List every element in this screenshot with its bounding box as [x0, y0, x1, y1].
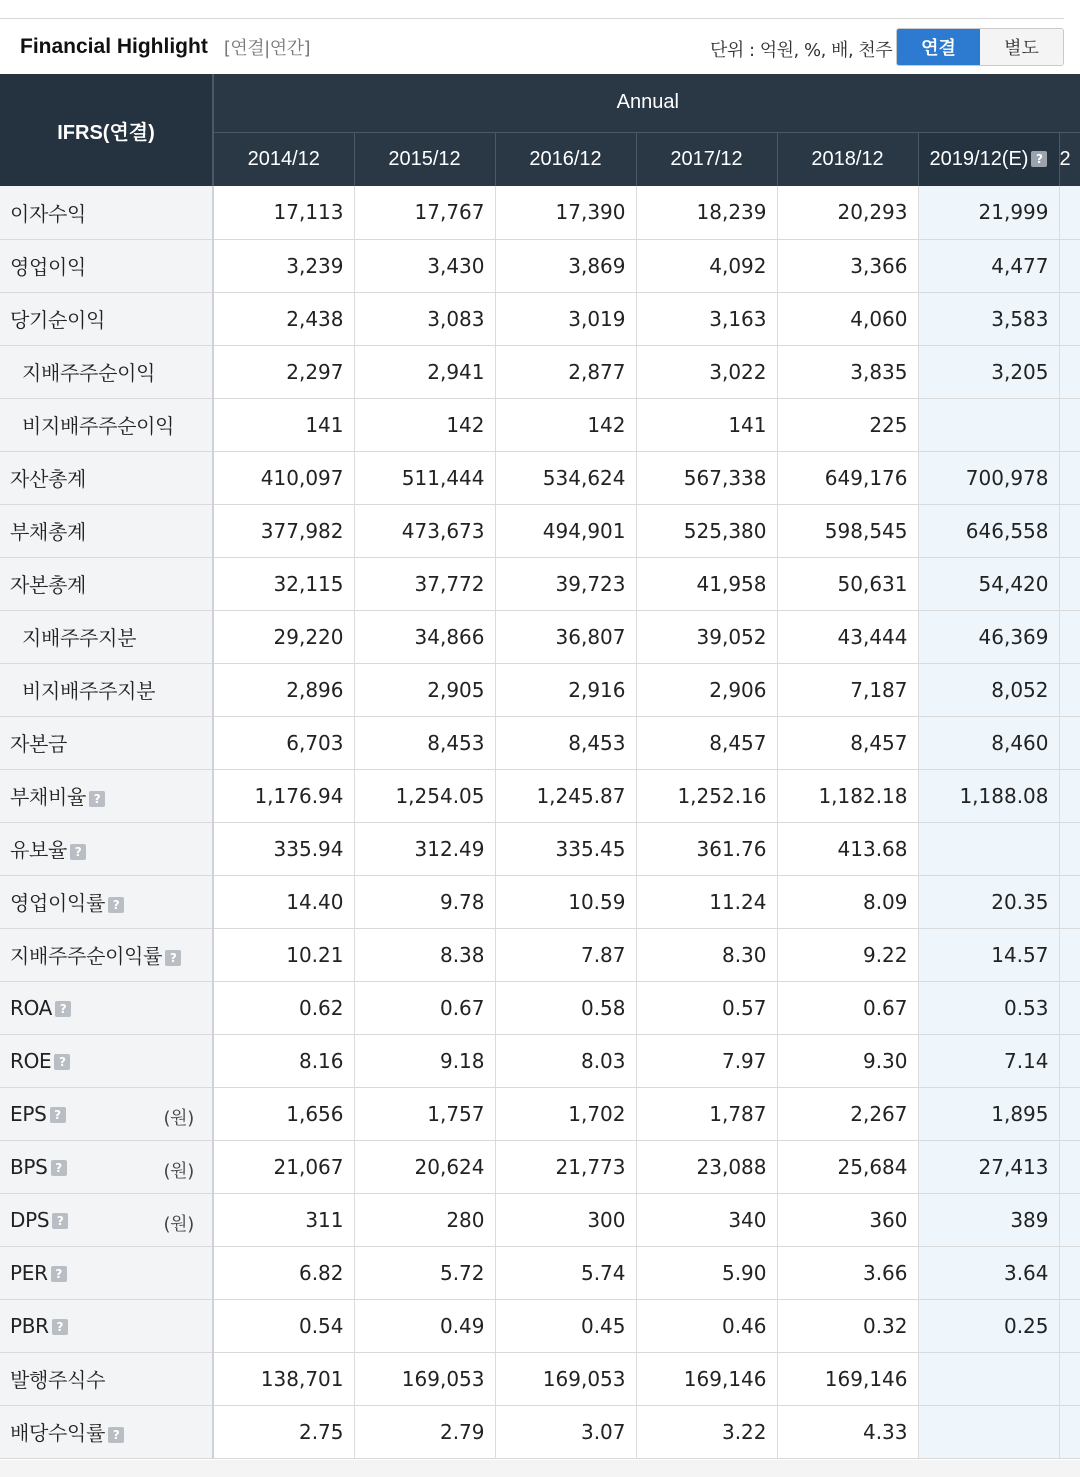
value-cell: 3,239 — [213, 239, 354, 292]
value-cell: 2,905 — [354, 663, 495, 716]
value-cell: 1,182.18 — [777, 769, 918, 822]
value-cell: 3,019 — [495, 292, 636, 345]
help-icon[interactable]: ? — [108, 897, 124, 913]
help-icon[interactable]: ? — [89, 791, 105, 807]
value-cell: 7.97 — [636, 1034, 777, 1087]
value-cell: 646,558 — [918, 504, 1059, 557]
value-cell: 7.87 — [495, 928, 636, 981]
row-label-cell — [0, 1405, 213, 1458]
row-label: 지배주주순이익률 — [10, 944, 163, 968]
value-cell: 0.57 — [636, 981, 777, 1034]
value-cell: 1,895 — [918, 1087, 1059, 1140]
row-label-cell — [0, 1352, 213, 1405]
value-cell: 1,188.08 — [918, 769, 1059, 822]
value-cell: 389 — [918, 1193, 1059, 1246]
value-cell: 0.46 — [636, 1299, 777, 1352]
row-label-cell — [0, 769, 213, 822]
table-row — [0, 451, 1080, 504]
partial-cell — [1059, 663, 1080, 716]
value-cell: 1,656 — [213, 1087, 354, 1140]
value-cell: 17,390 — [495, 186, 636, 239]
partial-cell — [1059, 1405, 1080, 1458]
table-row — [0, 875, 1080, 928]
value-cell: 361.76 — [636, 822, 777, 875]
help-icon[interactable]: ? — [50, 1107, 66, 1123]
value-cell: 0.67 — [777, 981, 918, 1034]
value-cell: 0.62 — [213, 981, 354, 1034]
value-cell: 0.58 — [495, 981, 636, 1034]
value-cell: 17,767 — [354, 186, 495, 239]
value-cell: 2,896 — [213, 663, 354, 716]
row-label: 자본총계 — [10, 573, 87, 597]
value-cell: 525,380 — [636, 504, 777, 557]
column-header-2017/12: 2017/12 — [636, 132, 777, 186]
value-cell: 0.45 — [495, 1299, 636, 1352]
value-cell: 2,916 — [495, 663, 636, 716]
value-cell: 138,701 — [213, 1352, 354, 1405]
value-cell: 1,702 — [495, 1087, 636, 1140]
value-cell: 8.30 — [636, 928, 777, 981]
value-cell: 511,444 — [354, 451, 495, 504]
partial-cell — [1059, 981, 1080, 1034]
row-label-cell — [0, 822, 213, 875]
partial-cell — [1059, 1087, 1080, 1140]
value-cell: 494,901 — [495, 504, 636, 557]
value-cell: 0.32 — [777, 1299, 918, 1352]
table-row — [0, 1352, 1080, 1405]
consolidation-toggle — [896, 28, 1064, 66]
row-label: 영업이익 — [10, 255, 87, 279]
row-label: EPS — [10, 1101, 47, 1126]
value-cell: 473,673 — [354, 504, 495, 557]
value-cell: 8,457 — [777, 716, 918, 769]
partial-cell — [1059, 1299, 1080, 1352]
value-cell: 21,067 — [213, 1140, 354, 1193]
value-cell: 141 — [213, 398, 354, 451]
corner-header: IFRS(연결) — [0, 74, 213, 186]
value-cell: 340 — [636, 1193, 777, 1246]
row-label: 발행주식수 — [10, 1368, 106, 1392]
row-label: 부채총계 — [10, 520, 87, 544]
row-label-cell — [0, 557, 213, 610]
help-icon[interactable]: ? — [1031, 151, 1047, 167]
table-row — [0, 557, 1080, 610]
value-cell: 5.72 — [354, 1246, 495, 1299]
row-label-cell — [0, 663, 213, 716]
value-cell: 3.66 — [777, 1246, 918, 1299]
value-cell: 39,723 — [495, 557, 636, 610]
value-cell: 2,906 — [636, 663, 777, 716]
row-label-cell — [0, 345, 213, 398]
table-row — [0, 981, 1080, 1034]
value-cell: 0.54 — [213, 1299, 354, 1352]
value-cell: 29,220 — [213, 610, 354, 663]
help-icon[interactable]: ? — [108, 1427, 124, 1443]
row-label-cell — [0, 981, 213, 1034]
table-row — [0, 1034, 1080, 1087]
table-row — [0, 345, 1080, 398]
value-cell: 1,252.16 — [636, 769, 777, 822]
value-cell: 169,053 — [354, 1352, 495, 1405]
table-row — [0, 292, 1080, 345]
value-cell: 2,267 — [777, 1087, 918, 1140]
top-divider — [0, 18, 1064, 19]
value-cell: 50,631 — [777, 557, 918, 610]
value-cell: 0.49 — [354, 1299, 495, 1352]
value-cell: 8,453 — [495, 716, 636, 769]
value-cell: 3.64 — [918, 1246, 1059, 1299]
row-label: 이자수익 — [10, 201, 87, 226]
value-cell: 6,703 — [213, 716, 354, 769]
value-cell — [918, 1405, 1059, 1458]
value-cell: 20.35 — [918, 875, 1059, 928]
unit-label: 단위 : 억원, %, 배, 천주 — [710, 40, 893, 61]
value-cell — [918, 1352, 1059, 1405]
help-icon[interactable]: ? — [51, 1160, 67, 1176]
value-cell: 6.82 — [213, 1246, 354, 1299]
value-cell: 10.21 — [213, 928, 354, 981]
value-cell: 9.18 — [354, 1034, 495, 1087]
row-label: BPS — [10, 1154, 48, 1179]
row-label-cell — [0, 1087, 213, 1140]
value-cell: 225 — [777, 398, 918, 451]
row-label-cell — [0, 1193, 213, 1246]
value-cell: 4,092 — [636, 239, 777, 292]
value-cell: 2,877 — [495, 345, 636, 398]
row-label-cell — [0, 875, 213, 928]
value-cell: 4,060 — [777, 292, 918, 345]
help-icon[interactable]: ? — [55, 1001, 71, 1017]
table-row — [0, 928, 1080, 981]
value-cell: 8.09 — [777, 875, 918, 928]
value-cell: 36,807 — [495, 610, 636, 663]
row-label-cell — [0, 1246, 213, 1299]
value-cell: 25,684 — [777, 1140, 918, 1193]
value-cell: 8.03 — [495, 1034, 636, 1087]
value-cell: 649,176 — [777, 451, 918, 504]
value-cell: 3,083 — [354, 292, 495, 345]
value-cell: 3.07 — [495, 1405, 636, 1458]
row-label-cell — [0, 1299, 213, 1352]
value-cell: 54,420 — [918, 557, 1059, 610]
column-header-2014/12: 2014/12 — [213, 132, 354, 186]
help-icon[interactable]: ? — [165, 950, 181, 966]
row-label-cell — [0, 1034, 213, 1087]
row-label-cell — [0, 186, 213, 239]
value-cell: 20,293 — [777, 186, 918, 239]
value-cell: 700,978 — [918, 451, 1059, 504]
separate-button[interactable]: 별도 — [980, 29, 1063, 65]
value-cell — [918, 398, 1059, 451]
value-cell: 360 — [777, 1193, 918, 1246]
table-row — [0, 239, 1080, 292]
row-label: ROE — [10, 1048, 52, 1073]
value-cell: 8,052 — [918, 663, 1059, 716]
partial-cell — [1059, 451, 1080, 504]
value-cell — [918, 822, 1059, 875]
value-cell: 46,369 — [918, 610, 1059, 663]
table-row — [0, 1405, 1080, 1458]
partial-cell — [1059, 610, 1080, 663]
table-row — [0, 398, 1080, 451]
table-row — [0, 1299, 1080, 1352]
value-cell: 1,176.94 — [213, 769, 354, 822]
value-cell: 10.59 — [495, 875, 636, 928]
row-label: 자본금 — [10, 732, 68, 756]
value-cell: 8,457 — [636, 716, 777, 769]
consolidated-button[interactable]: 연결 — [897, 29, 980, 65]
unit-suffix: (원) — [163, 1107, 194, 1129]
value-cell: 3,163 — [636, 292, 777, 345]
partial-cell — [1059, 239, 1080, 292]
value-cell: 3,366 — [777, 239, 918, 292]
value-cell: 17,113 — [213, 186, 354, 239]
row-label: PBR — [10, 1313, 49, 1338]
value-cell: 142 — [354, 398, 495, 451]
value-cell: 7.14 — [918, 1034, 1059, 1087]
table-row — [0, 1140, 1080, 1193]
value-cell: 2.79 — [354, 1405, 495, 1458]
value-cell: 7,187 — [777, 663, 918, 716]
value-cell: 169,146 — [636, 1352, 777, 1405]
value-cell: 11.24 — [636, 875, 777, 928]
row-label: 비지배주주지분 — [22, 679, 156, 703]
value-cell: 534,624 — [495, 451, 636, 504]
help-icon[interactable]: ? — [70, 844, 86, 860]
table-row — [0, 504, 1080, 557]
row-label: 배당수익률 — [10, 1421, 106, 1445]
partial-cell — [1059, 186, 1080, 239]
partial-cell — [1059, 769, 1080, 822]
value-cell: 567,338 — [636, 451, 777, 504]
help-icon[interactable]: ? — [54, 1054, 70, 1070]
value-cell: 9.78 — [354, 875, 495, 928]
row-label-cell — [0, 1140, 213, 1193]
row-label-cell — [0, 610, 213, 663]
value-cell: 410,097 — [213, 451, 354, 504]
value-cell: 20,624 — [354, 1140, 495, 1193]
value-cell: 312.49 — [354, 822, 495, 875]
value-cell: 311 — [213, 1193, 354, 1246]
value-cell: 1,254.05 — [354, 769, 495, 822]
column-header-2015/12: 2015/12 — [354, 132, 495, 186]
value-cell: 142 — [495, 398, 636, 451]
value-cell: 41,958 — [636, 557, 777, 610]
bottom-bar — [0, 1460, 1080, 1477]
row-label: DPS — [10, 1207, 50, 1232]
value-cell: 3,022 — [636, 345, 777, 398]
value-cell: 8.38 — [354, 928, 495, 981]
value-cell: 9.22 — [777, 928, 918, 981]
unit-suffix: (원) — [163, 1160, 194, 1182]
row-label: ROA — [10, 995, 53, 1020]
partial-cell — [1059, 345, 1080, 398]
annual-group-header: Annual — [213, 74, 1080, 132]
value-cell: 3,430 — [354, 239, 495, 292]
value-cell: 335.45 — [495, 822, 636, 875]
value-cell: 300 — [495, 1193, 636, 1246]
help-icon[interactable]: ? — [52, 1319, 68, 1335]
section-title: Financial Highlight — [20, 35, 208, 58]
partial-cell — [1059, 398, 1080, 451]
table-row — [0, 1087, 1080, 1140]
column-header-2016/12: 2016/12 — [495, 132, 636, 186]
value-cell: 21,773 — [495, 1140, 636, 1193]
partial-cell — [1059, 875, 1080, 928]
value-cell: 413.68 — [777, 822, 918, 875]
value-cell: 3,835 — [777, 345, 918, 398]
unit-suffix: (원) — [163, 1213, 194, 1235]
row-label: 부채비율 — [10, 785, 87, 809]
value-cell: 39,052 — [636, 610, 777, 663]
row-label: 자산총계 — [10, 467, 87, 491]
table-row — [0, 1193, 1080, 1246]
partial-cell — [1059, 716, 1080, 769]
value-cell: 8,460 — [918, 716, 1059, 769]
value-cell: 5.90 — [636, 1246, 777, 1299]
value-cell: 1,787 — [636, 1087, 777, 1140]
value-cell: 3,583 — [918, 292, 1059, 345]
value-cell: 1,757 — [354, 1087, 495, 1140]
row-label-cell — [0, 292, 213, 345]
table-row — [0, 822, 1080, 875]
row-label-cell — [0, 451, 213, 504]
value-cell: 0.25 — [918, 1299, 1059, 1352]
value-cell: 37,772 — [354, 557, 495, 610]
partial-cell — [1059, 504, 1080, 557]
value-cell: 34,866 — [354, 610, 495, 663]
value-cell: 4.33 — [777, 1405, 918, 1458]
value-cell: 9.30 — [777, 1034, 918, 1087]
partial-cell — [1059, 928, 1080, 981]
value-cell: 2.75 — [213, 1405, 354, 1458]
row-label: 당기순이익 — [10, 308, 106, 332]
row-label-cell — [0, 398, 213, 451]
value-cell: 2,941 — [354, 345, 495, 398]
table-row — [0, 1246, 1080, 1299]
column-label: 2019/12(E) — [929, 147, 1029, 170]
row-label: PER — [10, 1260, 48, 1285]
partial-cell — [1059, 1246, 1080, 1299]
table-row — [0, 663, 1080, 716]
row-label-cell — [0, 716, 213, 769]
value-cell: 1,245.87 — [495, 769, 636, 822]
value-cell: 2,438 — [213, 292, 354, 345]
value-cell: 21,999 — [918, 186, 1059, 239]
value-cell: 3,869 — [495, 239, 636, 292]
help-icon[interactable]: ? — [51, 1266, 67, 1282]
value-cell: 3,205 — [918, 345, 1059, 398]
column-header-partial: 2 — [1059, 132, 1080, 186]
partial-cell — [1059, 1352, 1080, 1405]
partial-cell — [1059, 1193, 1080, 1246]
value-cell: 0.53 — [918, 981, 1059, 1034]
value-cell: 0.67 — [354, 981, 495, 1034]
row-label-cell — [0, 928, 213, 981]
table-row — [0, 610, 1080, 663]
value-cell: 18,239 — [636, 186, 777, 239]
row-label: 지배주주지분 — [22, 626, 137, 650]
partial-cell — [1059, 292, 1080, 345]
value-cell: 14.40 — [213, 875, 354, 928]
section-header — [0, 20, 1064, 74]
financial-highlight-table — [0, 74, 1080, 1459]
value-cell: 8,453 — [354, 716, 495, 769]
partial-cell — [1059, 1140, 1080, 1193]
value-cell: 27,413 — [918, 1140, 1059, 1193]
value-cell: 23,088 — [636, 1140, 777, 1193]
value-cell: 377,982 — [213, 504, 354, 557]
row-label: 유보율 — [10, 838, 68, 862]
row-label-cell — [0, 239, 213, 292]
row-label-cell — [0, 504, 213, 557]
value-cell: 280 — [354, 1193, 495, 1246]
row-label: 영업이익률 — [10, 891, 106, 915]
row-label: 비지배주주순이익 — [22, 414, 175, 438]
table-row — [0, 716, 1080, 769]
section-subtitle: [연결|연간] — [223, 38, 311, 59]
value-cell: 4,477 — [918, 239, 1059, 292]
partial-cell — [1059, 1034, 1080, 1087]
value-cell: 141 — [636, 398, 777, 451]
value-cell: 8.16 — [213, 1034, 354, 1087]
value-cell: 169,146 — [777, 1352, 918, 1405]
value-cell: 43,444 — [777, 610, 918, 663]
value-cell: 3.22 — [636, 1405, 777, 1458]
column-header-2018/12: 2018/12 — [777, 132, 918, 186]
value-cell: 14.57 — [918, 928, 1059, 981]
value-cell: 598,545 — [777, 504, 918, 557]
value-cell: 5.74 — [495, 1246, 636, 1299]
value-cell: 335.94 — [213, 822, 354, 875]
table-row — [0, 186, 1080, 239]
table-row — [0, 769, 1080, 822]
row-label: 지배주주순이익 — [22, 361, 156, 385]
help-icon[interactable]: ? — [52, 1213, 68, 1229]
value-cell: 169,053 — [495, 1352, 636, 1405]
column-header-2019/12(E) — [918, 132, 1059, 186]
partial-cell — [1059, 822, 1080, 875]
value-cell: 32,115 — [213, 557, 354, 610]
value-cell: 2,297 — [213, 345, 354, 398]
partial-cell — [1059, 557, 1080, 610]
